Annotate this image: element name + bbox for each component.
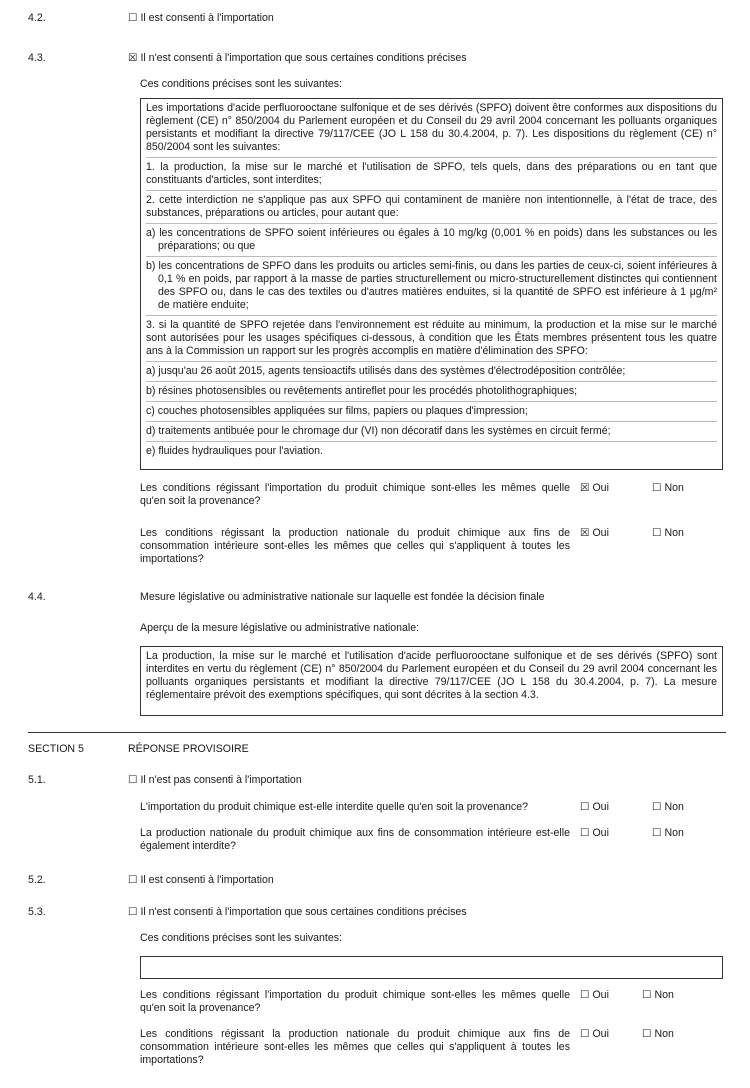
item-number-4-3: 4.3. xyxy=(28,52,46,64)
checkbox-yes[interactable]: ☐ Oui xyxy=(580,801,609,813)
checkbox-import-consented[interactable]: ☐ Il est consenti à l'importation xyxy=(128,12,274,24)
checkbox-yes[interactable]: ☐ Oui xyxy=(580,1028,609,1040)
conditions-item-4e: e) fluides hydrauliques pour l'aviation. xyxy=(146,441,717,458)
question-import-same-conditions: Les conditions régissant l'importation du produit chimique sont-elles les mêmes quelle qu'en soit la provenance? xyxy=(140,989,570,1014)
item-number-4-2: 4.2. xyxy=(28,12,46,24)
conditions-item-4a: a) jusqu'au 26 août 2015, agents tensioactifs utilisés dans des systèmes d'électrodéposition contrôlée; xyxy=(146,361,717,378)
conditions-box xyxy=(140,98,723,470)
checkbox-yes[interactable]: ☐ Oui xyxy=(580,989,609,1001)
question-domestic-production-same: Les conditions régissant la production nationale du produit chimique aux fins de consommation intérieure sont-elles les mêmes que celles qui s'appliquent à toutes les importations? xyxy=(140,527,570,565)
item-number-4-4: 4.4. xyxy=(28,591,46,603)
conditions-item-4c: c) couches photosensibles appliquées sur films, papiers ou plaques d'impression; xyxy=(146,401,717,418)
checkbox-import-conditional[interactable]: ☐ Il n'est consenti à l'importation que sous certaines conditions précises xyxy=(128,906,467,918)
checkbox-import-not-consented[interactable]: ☐ Il n'est pas consenti à l'importation xyxy=(128,774,302,786)
checkbox-no[interactable]: ☐ Non xyxy=(652,801,684,813)
conditions-input-box[interactable] xyxy=(140,956,723,979)
item-number-5-3: 5.3. xyxy=(28,906,46,918)
checkbox-import-consented[interactable]: ☐ Il est consenti à l'importation xyxy=(128,874,274,886)
conditions-item-3b: b) les concentrations de SPFO dans les produits ou articles semi-finis, ou dans les parties de ceux-ci, soient inférieures à 0,1 % en poids, par rapport à la masse de parties structurellement ou micro-structurellement distinctes qui contiennent des SPFO ou, dans le cas des textiles ou d'autres matières enduites, si la quantité de SPFO est inférieure à 1 μg/m² de matière enduite; xyxy=(146,256,717,312)
question-domestic-production-same: Les conditions régissant la production nationale du produit chimique aux fins de consommation intérieure sont-elles les mêmes que celles qui s'appliquent à toutes les importations? xyxy=(140,1028,570,1066)
conditions-item-3a: a) les concentrations de SPFO soient inférieures ou égales à 10 mg/kg (0,001 % en poids) dans les substances ou les préparations; ou que xyxy=(146,223,717,253)
checkbox-no[interactable]: ☐ Non xyxy=(652,827,684,839)
national-measure-heading: Mesure législative ou administrative nationale sur laquelle est fondée la décision finale xyxy=(140,591,545,603)
conditions-paragraph-4: 3. si la quantité de SPFO rejetée dans l'environnement est réduite au minimum, la production et la mise sur le marché sont autorisées pour les usages spécifiques ci-dessous, à condition que les États membres présentent tous les quatre ans à la Commission un rapport sur les progrès accomplis en matière d'élimination des SPFO: xyxy=(146,315,717,358)
item-number-5-2: 5.2. xyxy=(28,874,46,886)
measure-overview-text: La production, la mise sur le marché et l'utilisation d'acide perfluorooctane sulfonique et de ses dérivés (SPFO) sont interdites en vertu du règlement (CE) n° 850/2004 du Parlement européen et du Conseil du 29 avril 2004 concernant les polluants organiques persistants et modifiant la directive 79/117/CEE (JO L 158 du 30.4.2004, p. 7). La mesure réglementaire prévoit des exemptions spécifiques, qui sont décrites à la section 4.3. xyxy=(146,650,717,701)
section-number: SECTION 5 xyxy=(28,743,84,755)
measure-overview-intro: Aperçu de la mesure législative ou administrative nationale: xyxy=(140,622,420,634)
conditions-intro: Ces conditions précises sont les suivantes: xyxy=(140,932,342,944)
checkbox-no[interactable]: ☐ Non xyxy=(642,989,674,1001)
section-title: RÉPONSE PROVISOIRE xyxy=(128,743,249,755)
question-import-prohibited: L'importation du produit chimique est-elle interdite quelle qu'en soit la provenance? xyxy=(140,801,529,813)
checkbox-yes[interactable]: ☒ Oui xyxy=(580,527,609,539)
conditions-paragraph-3: 2. cette interdiction ne s'applique pas aux SPFO qui contaminent de manière non intentionnelle, à l'état de trace, des substances, préparations ou articles, pour autant que: xyxy=(146,190,717,220)
conditions-intro: Ces conditions précises sont les suivantes: xyxy=(140,78,342,90)
measure-overview-box xyxy=(140,646,723,716)
checkbox-yes[interactable]: ☐ Oui xyxy=(580,827,609,839)
checkbox-import-conditional[interactable]: ☒ Il n'est consenti à l'importation que sous certaines conditions précises xyxy=(128,52,467,64)
conditions-item-4d: d) traitements antibuée pour le chromage dur (VI) non décoratif dans les systèmes en circuit fermé; xyxy=(146,421,717,438)
checkbox-no[interactable]: ☐ Non xyxy=(652,527,684,539)
question-import-same-conditions: Les conditions régissant l'importation du produit chimique sont-elles les mêmes quelle qu'en soit la provenance? xyxy=(140,482,570,507)
section-divider xyxy=(28,732,726,733)
question-domestic-production-prohibited: La production nationale du produit chimique aux fins de consommation intérieure est-elle également interdite? xyxy=(140,827,570,852)
checkbox-no[interactable]: ☐ Non xyxy=(652,482,684,494)
conditions-paragraph-2: 1. la production, la mise sur le marché et l'utilisation de SPFO, tels quels, dans des préparations ou en tant que constituants d'articles, sont interdites; xyxy=(146,157,717,187)
conditions-paragraph-1: Les importations d'acide perfluorooctane sulfonique et de ses dérivés (SPFO) doivent être conformes aux dispositions du règlement (CE) n° 850/2004 du Parlement européen et du Conseil du 29 avril 2004 concernant les polluants organiques persistants et modifiant la directive 79/117/CEE (JO L 158 du 30.4.2004, p. 7). Les dispositions du règlement (CE) n° 850/2004 sont les suivantes: xyxy=(146,102,717,153)
item-number-5-1: 5.1. xyxy=(28,774,46,786)
conditions-item-4b: b) résines photosensibles ou revêtements antireflet pour les procédés photolithographiques; xyxy=(146,381,717,398)
checkbox-no[interactable]: ☐ Non xyxy=(642,1028,674,1040)
checkbox-yes[interactable]: ☒ Oui xyxy=(580,482,609,494)
